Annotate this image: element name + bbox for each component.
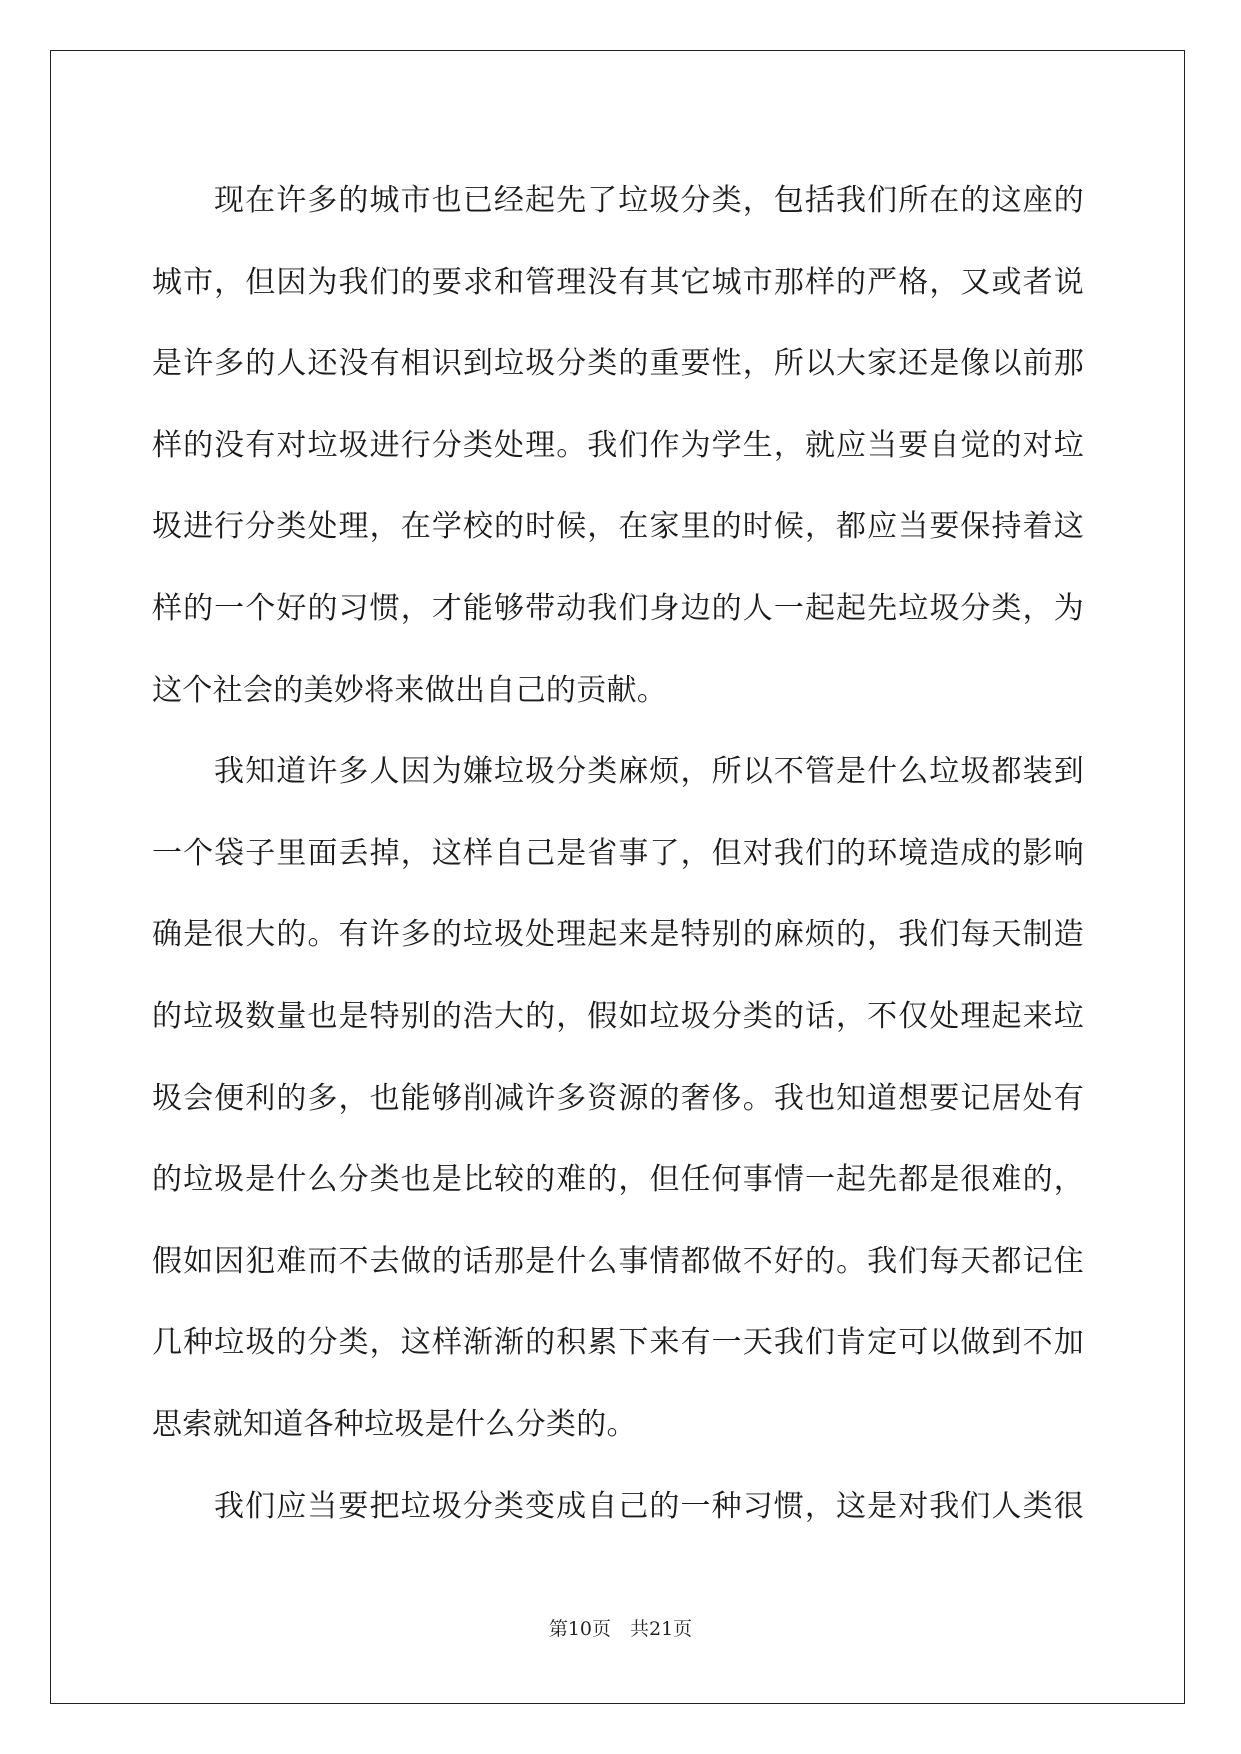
document-body <box>152 160 1084 1547</box>
text-line: 是许多的人还没有相识到垃圾分类的重要性，所以大家还是像以前那 <box>152 346 1084 382</box>
text-line: 一个袋子里面丢掉，这样自己是省事了，但对我们的环境造成的影响 <box>152 835 1084 871</box>
text-line: 城市，但因为我们的要求和管理没有其它城市那样的严格，又或者说 <box>152 264 1084 300</box>
text-line: 样的没有对垃圾进行分类处理。我们作为学生，就应当要自觉的对垃 <box>152 427 1084 463</box>
text-line: 确是很大的。有许多的垃圾处理起来是特别的麻烦的，我们每天制造 <box>152 917 1084 953</box>
paragraph-3 <box>152 1466 1084 1548</box>
text-line: 圾进行分类处理，在学校的时候，在家里的时候，都应当要保持着这 <box>152 509 1084 545</box>
text-line: 现在许多的城市也已经起先了垃圾分类，包括我们所在的这座的 <box>214 183 1084 218</box>
text-line: 的垃圾数量也是特别的浩大的，假如垃圾分类的话，不仅处理起来垃 <box>152 998 1084 1034</box>
text-line: 样的一个好的习惯，才能够带动我们身边的人一起起先垃圾分类，为 <box>152 590 1084 626</box>
text-line: 这个社会的美妙将来做出自己的贡献。 <box>152 672 668 708</box>
page-number-footer: 第10页 共21页 <box>548 1618 693 1640</box>
text-line: 假如因犯难而不去做的话那是什么事情都做不好的。我们每天都记住 <box>152 1243 1084 1279</box>
text-line: 我知道许多人因为嫌垃圾分类麻烦，所以不管是什么垃圾都装到 <box>214 754 1084 790</box>
text-line: 我们应当要把垃圾分类变成自己的一种习惯，这是对我们人类很 <box>214 1488 1084 1524</box>
text-line: 几种垃圾的分类，这样渐渐的积累下来有一天我们肯定可以做到不加 <box>152 1325 1084 1361</box>
text-line: 的垃圾是什么分类也是比较的难的，但任何事情一起先都是很难的， <box>152 1162 1084 1198</box>
text-line: 圾会便利的多，也能够削减许多资源的奢侈。我也知道想要记居处有 <box>152 1080 1084 1116</box>
paragraph-2 <box>152 731 1084 1465</box>
paragraph-1 <box>152 160 1084 731</box>
text-line: 思索就知道各种垃圾是什么分类的。 <box>152 1406 637 1442</box>
